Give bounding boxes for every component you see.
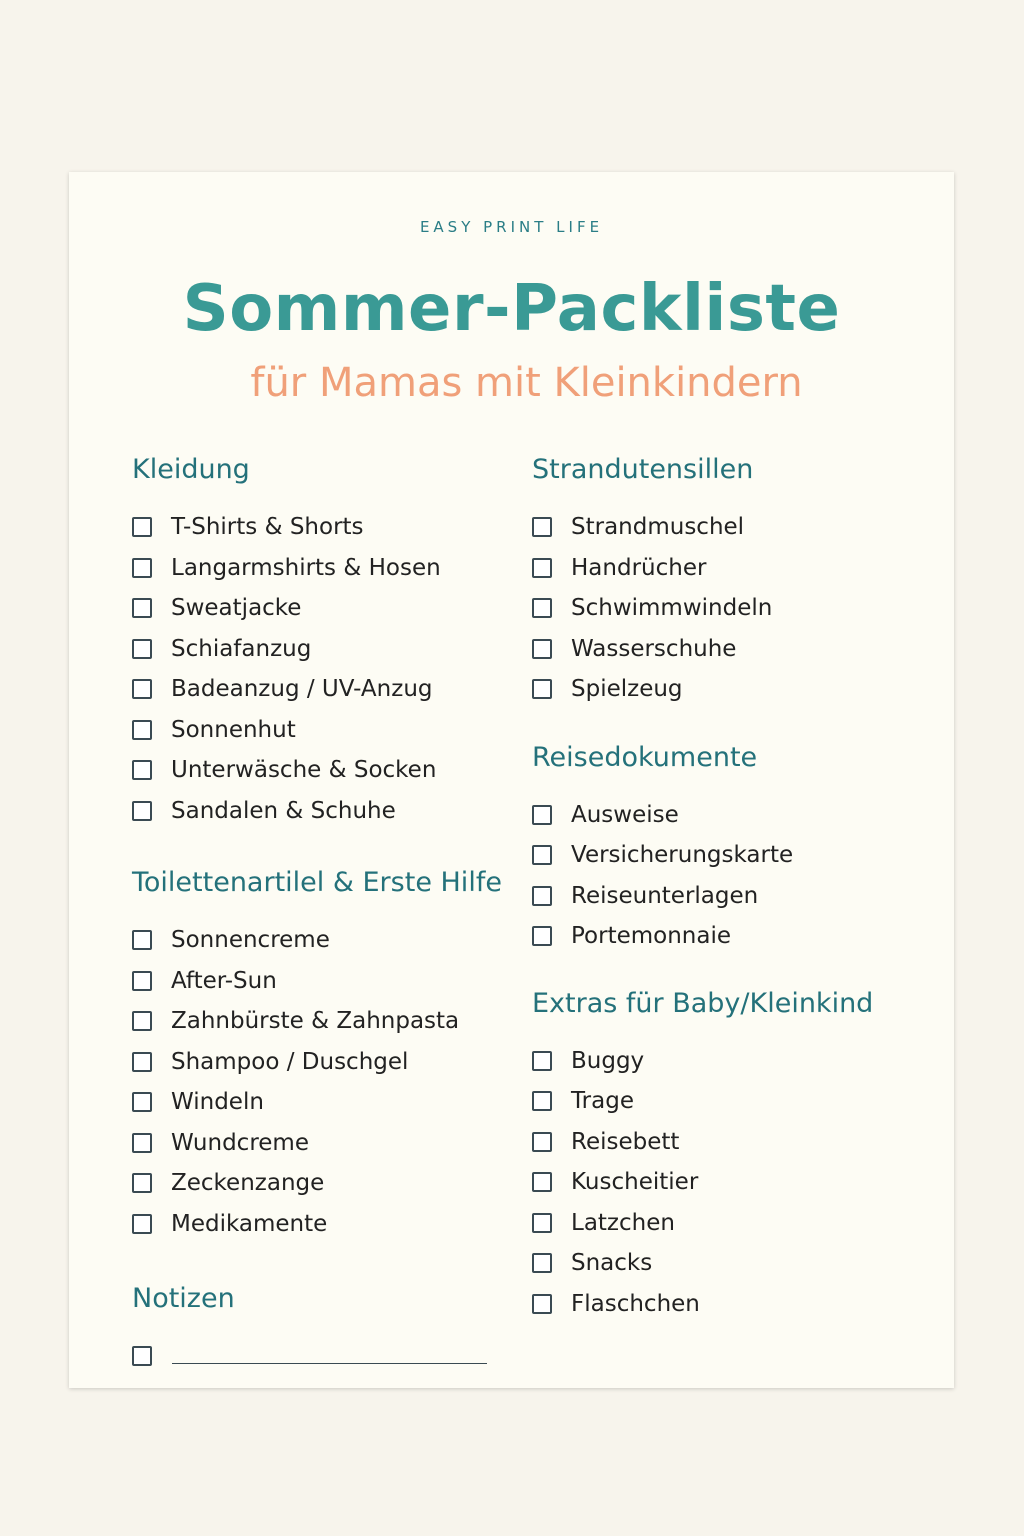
checkbox[interactable] — [132, 1346, 152, 1366]
section-strand — [532, 455, 932, 710]
item-label: Schiafanzug — [171, 635, 312, 662]
checkbox[interactable] — [532, 926, 552, 946]
section-kleidung — [132, 455, 512, 831]
section-heading: Notizen — [132, 1283, 235, 1314]
section-toilette — [132, 868, 512, 1244]
item-label: Ausweise — [571, 801, 679, 828]
checklist-sheet — [69, 172, 954, 1388]
checkbox[interactable] — [132, 679, 152, 699]
checklist-item — [532, 835, 932, 876]
checklist-item — [132, 507, 512, 548]
checkbox[interactable] — [132, 598, 152, 618]
checklist-item — [532, 1041, 932, 1082]
checklist-item — [532, 916, 932, 957]
checklist-item — [132, 588, 512, 629]
checklist-item — [532, 1122, 932, 1163]
right-column — [532, 455, 932, 1324]
section-notizen — [132, 1284, 512, 1377]
checkbox[interactable] — [132, 1011, 152, 1031]
item-label: Wundcreme — [171, 1129, 309, 1156]
checkbox[interactable] — [132, 720, 152, 740]
notes-line[interactable] — [172, 1349, 487, 1364]
item-label: Trage — [571, 1088, 634, 1115]
item-label: Windeln — [171, 1089, 264, 1116]
checklist-item — [532, 669, 932, 710]
checkbox[interactable] — [532, 1051, 552, 1071]
checkbox[interactable] — [532, 845, 552, 865]
item-label: Buggy — [571, 1047, 645, 1074]
checkbox[interactable] — [132, 971, 152, 991]
item-label: Reiseunterlagen — [571, 882, 759, 909]
checklist-item — [532, 548, 932, 589]
item-label: Sonnenhut — [171, 716, 296, 743]
checklist-item — [532, 1162, 932, 1203]
checkbox[interactable] — [532, 1253, 552, 1273]
item-label: Langarmshirts & Hosen — [171, 554, 441, 581]
section-heading: Toilettenartilel & Erste Hilfe — [132, 867, 502, 898]
checklist-item — [532, 507, 932, 548]
checkbox[interactable] — [132, 1092, 152, 1112]
checklist-item — [132, 629, 512, 670]
item-label: Zeckenzange — [171, 1170, 325, 1197]
checkbox[interactable] — [532, 679, 552, 699]
section-heading: Kleidung — [132, 454, 250, 485]
item-label: Wasserschuhe — [571, 635, 737, 662]
checkbox[interactable] — [532, 639, 552, 659]
item-label: Medikamente — [171, 1210, 328, 1237]
item-label: Kuscheitier — [571, 1169, 699, 1196]
item-label: Badeanzug / UV-Anzug — [171, 676, 433, 703]
item-label: Schwimmwindeln — [571, 595, 773, 622]
section-reise — [532, 743, 932, 957]
item-label: Sandalen & Schuhe — [171, 797, 396, 824]
checklist-item — [132, 920, 512, 961]
checklist-item — [132, 1163, 512, 1204]
checklist-item — [132, 710, 512, 751]
checkbox[interactable] — [532, 805, 552, 825]
checkbox[interactable] — [532, 886, 552, 906]
page-title: Sommer-Packliste — [182, 272, 841, 346]
checklist-item — [532, 1203, 932, 1244]
section-heading: Strandutensillen — [532, 454, 754, 485]
section-heading: Extras für Baby/Kleinkind — [532, 987, 874, 1019]
checklist-item — [532, 629, 932, 670]
checkbox[interactable] — [532, 517, 552, 537]
checkbox[interactable] — [532, 1294, 552, 1314]
checkbox[interactable] — [132, 517, 152, 537]
checklist-item — [132, 1001, 512, 1042]
item-label: Reisebett — [571, 1128, 680, 1155]
checklist-item — [132, 1042, 512, 1083]
page-subtitle: für Mamas mit Kleinkindern — [250, 360, 803, 406]
checklist-item — [532, 1284, 932, 1325]
checkbox[interactable] — [132, 1052, 152, 1072]
checkbox[interactable] — [132, 1173, 152, 1193]
checkbox[interactable] — [132, 801, 152, 821]
checkbox[interactable] — [532, 558, 552, 578]
checkbox[interactable] — [132, 760, 152, 780]
checklist-item — [532, 1243, 932, 1284]
checklist-item — [132, 669, 512, 710]
checklist-item — [532, 795, 932, 836]
notes-item — [132, 1336, 512, 1377]
checklist-item — [132, 1204, 512, 1245]
checkbox[interactable] — [532, 598, 552, 618]
checklist-item — [132, 548, 512, 589]
item-label: Zahnbürste & Zahnpasta — [171, 1008, 460, 1035]
checklist-item — [132, 1123, 512, 1164]
item-label: T-Shirts & Shorts — [171, 514, 364, 541]
checklist-item — [132, 750, 512, 791]
item-label: Strandmuschel — [571, 514, 745, 541]
item-label: Versicherungskarte — [571, 842, 794, 869]
item-label: Sweatjacke — [171, 595, 302, 622]
item-label: Flaschchen — [571, 1290, 700, 1317]
checklist-item — [532, 1081, 932, 1122]
checkbox[interactable] — [132, 558, 152, 578]
item-label: Handrücher — [571, 554, 707, 581]
checkbox[interactable] — [532, 1091, 552, 1111]
checkbox[interactable] — [532, 1172, 552, 1192]
section-extras — [532, 989, 932, 1325]
checklist-item — [132, 791, 512, 832]
checkbox[interactable] — [132, 1133, 152, 1153]
item-label: Snacks — [571, 1250, 653, 1277]
section-heading: Reisedokumente — [532, 741, 758, 773]
checkbox[interactable] — [132, 639, 152, 659]
item-label: Sonnencreme — [171, 927, 330, 954]
checkbox[interactable] — [532, 1132, 552, 1152]
checklist-item — [532, 588, 932, 629]
item-label: Shampoo / Duschgel — [171, 1048, 409, 1075]
item-label: After-Sun — [171, 967, 277, 994]
checklist-item — [132, 1082, 512, 1123]
item-label: Portemonnaie — [571, 923, 732, 950]
brand-label: EASY PRINT LIFE — [419, 218, 604, 236]
checklist-item — [132, 961, 512, 1002]
item-label: Spielzeug — [571, 676, 683, 703]
item-label: Latzchen — [571, 1209, 675, 1236]
checkbox[interactable] — [532, 1213, 552, 1233]
item-label: Unterwäsche & Socken — [171, 757, 437, 784]
checkbox[interactable] — [132, 930, 152, 950]
checklist-item — [532, 876, 932, 917]
left-column — [132, 455, 512, 1377]
checkbox[interactable] — [132, 1214, 152, 1234]
